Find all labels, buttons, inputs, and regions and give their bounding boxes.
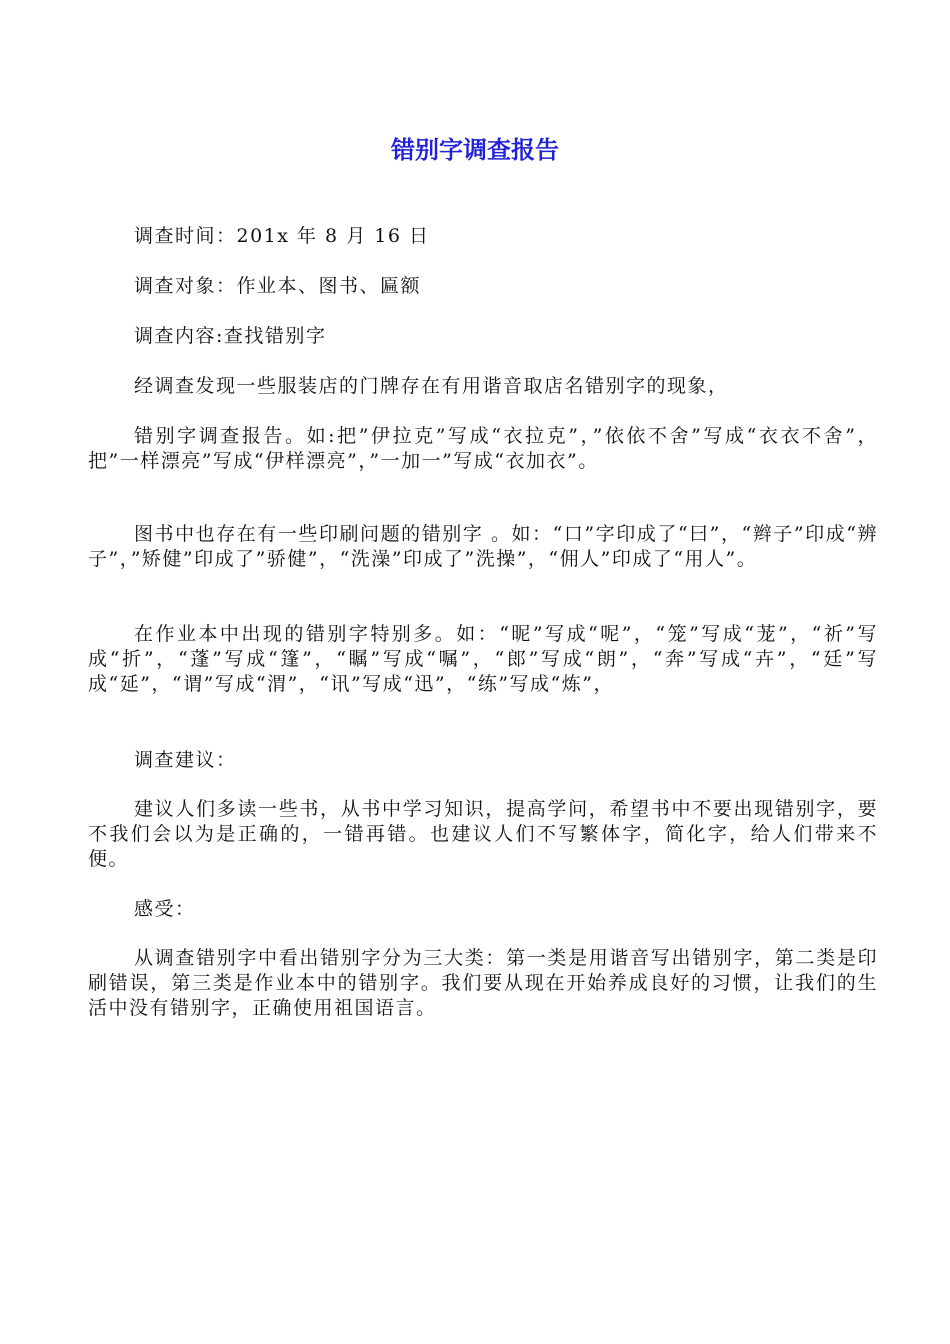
suggestion-heading: 调查建议：: [134, 749, 237, 771]
finding-intro: 经调查发现一些服装店的门牌存在有用谐音取店名错别字的现象，: [134, 375, 729, 397]
reflection-text: 从调查错别字中看出错别字分为三大类：第一类是用谐音写出错别字，第二类是印刷错误，第三类是作业本中的错别字。我们要从现在开始养成良好的习惯，让我们的生活中没有错别字，正确使用祖国语言。: [88, 947, 878, 1019]
suggestion-text: 建议人们多读一些书，从书中学习知识，提高学问，希望书中不要出现错别字，要不我们会以为是正确的，一错再错。也建议人们不写繁体字，简化字，给人们带来不便。: [88, 798, 878, 870]
homework-examples: 在作业本中出现的错别字特别多。如：“昵”写成“呢”，“笼”写成“茏”，“祈”写成“折”，“蓬”写成“篷”，“瞩”写成“嘱”，“郎”写成“朗”，“奔”写成“卉”，“廷”写成“延”，“谓”写成“渭”，“讯”写成“迅”，“练”写成“炼”，: [88, 623, 878, 695]
shop-sign-examples: 错别字调查报告。如:把”伊拉克”写成“衣拉克”，”依依不舍”写成“衣衣不舍”，把”一样漂亮”写成“伊样漂亮”，”一加一”写成“衣加衣”。: [88, 425, 878, 472]
reflection-heading: 感受：: [134, 898, 196, 920]
document-title: 错别字调查报告: [391, 136, 559, 164]
book-misprint-examples: 图书中也存在有一些印刷问题的错别字 。如：“口”字印成了“曰”，“辫子”印成“辨子”，”矫健”印成了”骄健”，“洗澡”印成了”洗操”，“佣人”印成了“用人”。: [88, 523, 878, 570]
survey-time: 调查时间：201x 年 8 月 16 日: [134, 225, 430, 247]
survey-subject: 调查对象：作业本、图书、匾额: [134, 275, 422, 297]
survey-content: 调查内容:查找错别字: [134, 325, 327, 347]
